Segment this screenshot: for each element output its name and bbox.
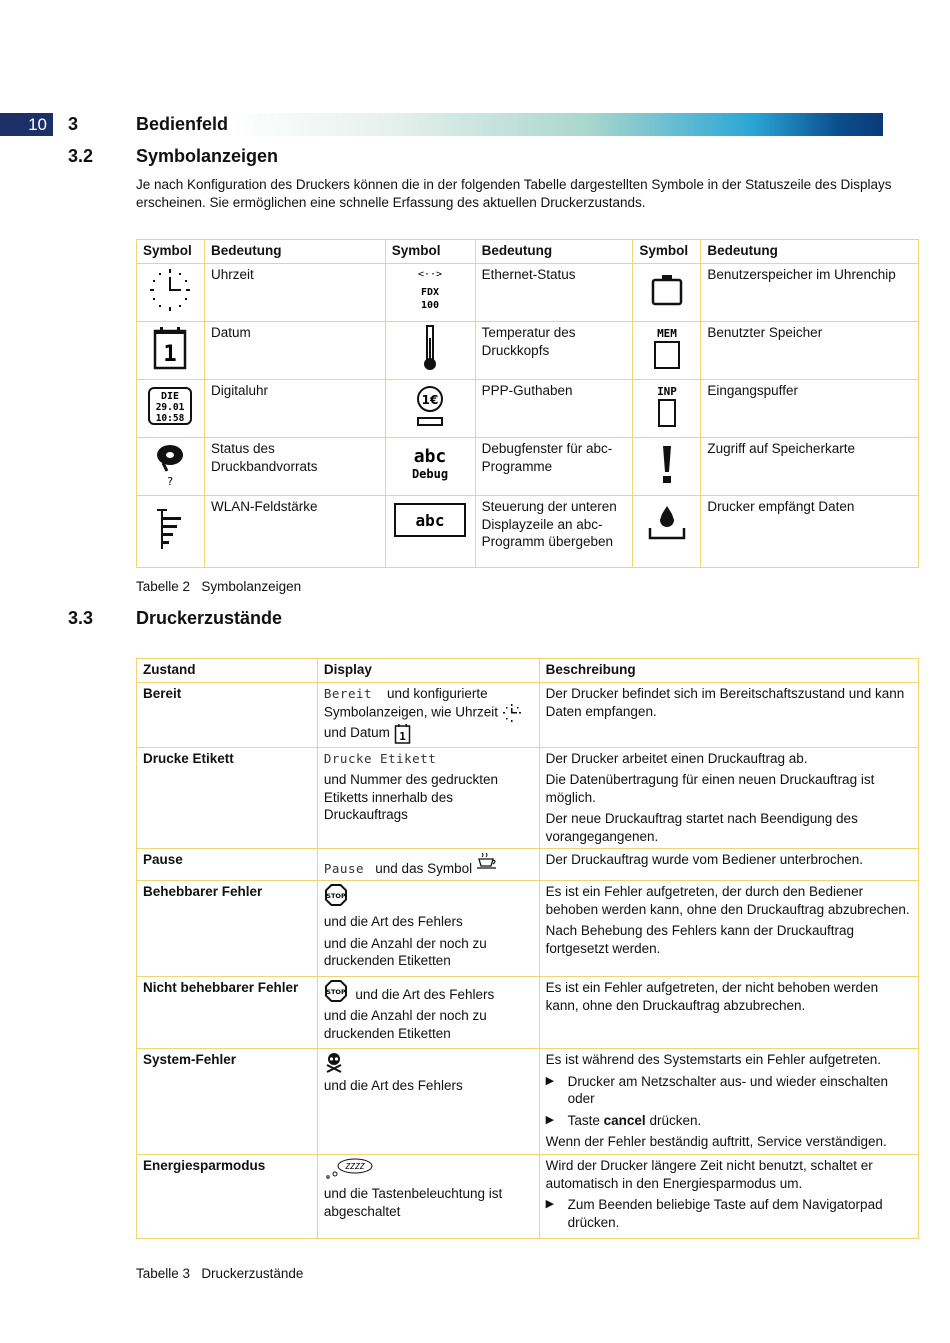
svg-text:abc: abc bbox=[415, 511, 445, 530]
svg-text:FDX: FDX bbox=[421, 287, 440, 299]
description-cell bbox=[539, 881, 918, 977]
bullet-text: drücken. bbox=[645, 1112, 702, 1128]
header-cell: Bedeutung bbox=[701, 240, 919, 264]
symbol-cell bbox=[633, 380, 701, 438]
bullet-arrow-icon: ▶ bbox=[545, 1074, 555, 1087]
display-text: und die Art des Fehlers bbox=[355, 986, 495, 1002]
meaning-cell: Benutzter Speicher bbox=[701, 322, 919, 380]
svg-text:<··>: <··> bbox=[418, 269, 443, 281]
svg-text:DIE: DIE bbox=[161, 391, 180, 403]
display-cell bbox=[317, 683, 539, 748]
table-caption bbox=[136, 579, 301, 594]
header-cell: Symbol bbox=[385, 240, 475, 264]
symbol-cell bbox=[385, 322, 475, 380]
caption-label: Tabelle 2 bbox=[136, 579, 191, 594]
svg-text:abc: abc bbox=[413, 446, 447, 468]
display-text: und die Anzahl der noch zu druckenden Etiketten bbox=[323, 935, 487, 968]
meaning-cell: Debugfenster für abc-Programme bbox=[475, 438, 633, 496]
svg-text:MEM: MEM bbox=[656, 327, 677, 341]
description-text: Der Drucker arbeitet einen Druckauftrag ab. bbox=[545, 750, 808, 766]
header-cell: Bedeutung bbox=[475, 240, 633, 264]
svg-text:ZZZZ: ZZZZ bbox=[345, 1162, 365, 1171]
section-title: Symbolanzeigen bbox=[136, 146, 279, 166]
display-text: und das Symbol bbox=[375, 860, 473, 876]
memory-used-icon bbox=[651, 325, 683, 371]
chapter-title: Bedienfeld bbox=[136, 114, 229, 134]
table-row bbox=[137, 380, 919, 438]
symbol-cell bbox=[137, 380, 205, 438]
meaning-cell: Benutzerspeicher im Uhrenchip bbox=[701, 264, 919, 322]
state-cell: Energiesparmodus bbox=[137, 1155, 318, 1239]
svg-text:1: 1 bbox=[398, 729, 406, 743]
meaning-cell: Datum bbox=[204, 322, 385, 380]
svg-text:100: 100 bbox=[421, 300, 440, 312]
section-title: Druckerzustände bbox=[136, 608, 283, 628]
symbol-cell bbox=[385, 264, 475, 322]
table-row bbox=[137, 438, 919, 496]
calendar-date-icon bbox=[152, 325, 188, 371]
meaning-cell: Temperatur des Druckkopfs bbox=[475, 322, 633, 380]
display-cell bbox=[317, 1049, 539, 1155]
table-row bbox=[137, 264, 919, 322]
symbol-cell bbox=[385, 438, 475, 496]
meaning-cell: Eingangspuffer bbox=[701, 380, 919, 438]
display-cell bbox=[317, 977, 539, 1049]
table-row bbox=[137, 322, 919, 380]
caption-text: Druckerzustände bbox=[201, 1266, 304, 1281]
table-row bbox=[137, 747, 919, 849]
table-header-row bbox=[137, 240, 919, 264]
table-header-row bbox=[137, 659, 919, 683]
chapter-gradient-bar bbox=[230, 113, 883, 136]
debug-window-icon bbox=[407, 444, 453, 484]
bullet-item bbox=[546, 1112, 912, 1130]
table-row bbox=[137, 1049, 919, 1155]
calendar-date-icon bbox=[394, 723, 411, 744]
display-cell bbox=[317, 747, 539, 849]
state-cell: Nicht behebbarer Fehler bbox=[137, 977, 318, 1049]
header-cell: Symbol bbox=[137, 240, 205, 264]
meaning-cell: PPP-Guthaben bbox=[475, 380, 633, 438]
table-row bbox=[137, 849, 919, 881]
description-text: Wenn der Fehler beständig auftritt, Service verständigen. bbox=[545, 1134, 887, 1149]
display-text-mono: Bereit bbox=[323, 686, 373, 701]
display-text: und die Anzahl der noch zu druckenden Etiketten bbox=[323, 1008, 487, 1041]
caption-label: Tabelle 3 bbox=[136, 1266, 191, 1281]
chapter-number: 3 bbox=[68, 114, 79, 134]
display-cell bbox=[317, 881, 539, 977]
display-cell bbox=[317, 849, 539, 881]
input-buffer-icon bbox=[653, 383, 681, 429]
stop-icon bbox=[324, 979, 348, 1003]
meaning-cell: Drucker empfängt Daten bbox=[701, 496, 919, 568]
symbol-cell bbox=[137, 322, 205, 380]
table-caption bbox=[136, 1266, 303, 1281]
table-row bbox=[137, 683, 919, 748]
description-cell bbox=[539, 1049, 918, 1155]
description-cell bbox=[539, 1155, 918, 1239]
printer-states-table bbox=[136, 658, 919, 1239]
state-cell: Behebbarer Fehler bbox=[137, 881, 318, 977]
table-row bbox=[137, 496, 919, 568]
svg-text:1: 1 bbox=[163, 342, 178, 368]
display-text: und die Tastenbeleuchtung ist abgeschaltet bbox=[323, 1186, 503, 1219]
abc-display-control-icon bbox=[393, 502, 467, 538]
description-text: Nach Behebung des Fehlers kann der Druckauftrag fortgesetzt werden. bbox=[545, 923, 855, 956]
header-cell: Display bbox=[317, 659, 539, 683]
description-text: Es ist ein Fehler aufgetreten, der durch den Bediener behoben werden kann, ohne den Druckauftrag abzubrechen. bbox=[545, 884, 910, 917]
stop-icon bbox=[324, 883, 348, 907]
meaning-cell: Zugriff auf Speicherkarte bbox=[701, 438, 919, 496]
state-cell: Bereit bbox=[137, 683, 318, 748]
sleep-icon bbox=[324, 1157, 374, 1179]
display-text: und die Art des Fehlers bbox=[323, 914, 463, 929]
state-cell: Drucke Etikett bbox=[137, 747, 318, 849]
section-number: 3.3 bbox=[68, 608, 94, 628]
page-number: 10 bbox=[0, 113, 53, 136]
symbol-cell bbox=[137, 264, 205, 322]
symbol-cell bbox=[633, 322, 701, 380]
display-text: und Nummer des gedruckten Etiketts innerhalb des Druckauftrags bbox=[323, 772, 498, 822]
description-text: Wird der Drucker längere Zeit nicht benutzt, schaltet er automatisch in den Energiesparmodus um. bbox=[545, 1158, 873, 1191]
section-number: 3.2 bbox=[68, 146, 94, 166]
description-cell: Es ist ein Fehler aufgetreten, der nicht behoben werden kann, ohne den Druckauftrag abzubrechen. bbox=[539, 977, 918, 1049]
header-cell: Zustand bbox=[137, 659, 318, 683]
bullet-item bbox=[546, 1073, 912, 1108]
display-text: und konfigurierte Symbolanzeigen, wie Uhrzeit bbox=[323, 686, 498, 720]
svg-text:?: ? bbox=[167, 475, 174, 488]
bullet-text: Zum Beenden beliebige Taste auf dem Navigatorpad drücken. bbox=[567, 1197, 883, 1230]
cancel-key-label: cancel bbox=[603, 1112, 646, 1128]
svg-text:10:58: 10:58 bbox=[156, 413, 185, 425]
description-cell: Der Druckauftrag wurde vom Bediener unterbrochen. bbox=[539, 849, 918, 881]
receiving-data-icon bbox=[647, 502, 687, 542]
meaning-cell: WLAN-Feldstärke bbox=[204, 496, 385, 568]
bullet-arrow-icon: ▶ bbox=[545, 1198, 555, 1210]
ppp-credit-icon bbox=[413, 384, 447, 428]
svg-text:INP: INP bbox=[656, 385, 677, 399]
display-text: und die Art des Fehlers bbox=[323, 1078, 463, 1093]
meaning-cell: Status des Druckbandvorrats bbox=[204, 438, 385, 496]
symbol-cell bbox=[137, 438, 205, 496]
description-cell: Der Drucker befindet sich im Bereitschaftszustand und kann Daten empfangen. bbox=[539, 683, 918, 748]
description-text: Der neue Druckauftrag startet nach Beendigung des vorangegangenen. bbox=[545, 811, 858, 844]
state-cell: Pause bbox=[137, 849, 318, 881]
display-text-mono: Drucke Etikett bbox=[323, 750, 437, 766]
svg-text:STOP: STOP bbox=[326, 892, 346, 900]
bullet-arrow-icon: ▶ bbox=[545, 1113, 555, 1126]
symbol-cell bbox=[385, 380, 475, 438]
description-text: Es ist während des Systemstarts ein Fehler aufgetreten. bbox=[545, 1052, 882, 1067]
meaning-cell: Uhrzeit bbox=[204, 264, 385, 322]
memory-clock-chip-icon bbox=[650, 272, 684, 308]
svg-text:STOP: STOP bbox=[326, 988, 346, 996]
symbol-table bbox=[136, 239, 919, 568]
symbol-cell bbox=[633, 438, 701, 496]
clock-icon bbox=[502, 703, 522, 723]
description-cell bbox=[539, 747, 918, 849]
display-cell bbox=[317, 1155, 539, 1239]
display-text-mono: Pause bbox=[323, 860, 365, 876]
bullet-item bbox=[546, 1196, 912, 1231]
digital-clock-icon bbox=[147, 386, 193, 426]
table-row bbox=[137, 1155, 919, 1239]
wlan-strength-icon bbox=[155, 505, 185, 553]
table-row bbox=[137, 977, 919, 1049]
skull-crossbones-icon bbox=[324, 1051, 344, 1073]
meaning-cell: Digitaluhr bbox=[204, 380, 385, 438]
symbol-cell bbox=[633, 496, 701, 568]
meaning-cell: Ethernet-Status bbox=[475, 264, 633, 322]
state-cell: System-Fehler bbox=[137, 1049, 318, 1155]
description-text: Die Datenübertragung für einen neuen Druckauftrag ist möglich. bbox=[545, 772, 875, 805]
symbol-cell bbox=[385, 496, 475, 568]
memory-card-access-icon bbox=[659, 442, 675, 486]
header-cell: Beschreibung bbox=[539, 659, 918, 683]
header-cell: Bedeutung bbox=[204, 240, 385, 264]
section-intro: Je nach Konfiguration des Druckers können die in der folgenden Tabelle dargestellten Symbole in der Statuszeile des Displays erscheinen. Sie ermöglichen eine schnelle Erfassung des aktuellen Druckerzustands. bbox=[136, 177, 892, 210]
ribbon-status-icon bbox=[153, 441, 187, 487]
display-text: und Datum bbox=[323, 724, 390, 740]
caption-text: Symbolanzeigen bbox=[201, 579, 302, 594]
table-row bbox=[137, 881, 919, 977]
meaning-cell: Steuerung der unteren Displayzeile an abc-Programm übergeben bbox=[475, 496, 633, 568]
thermometer-icon bbox=[420, 324, 440, 372]
bullet-text: Taste bbox=[567, 1112, 604, 1128]
header-cell: Symbol bbox=[633, 240, 701, 264]
ethernet-status-icon bbox=[415, 267, 445, 313]
svg-text:29.01: 29.01 bbox=[156, 402, 185, 414]
symbol-cell bbox=[137, 496, 205, 568]
symbol-cell bbox=[633, 264, 701, 322]
svg-text:Debug: Debug bbox=[412, 467, 449, 482]
svg-text:1€: 1€ bbox=[421, 393, 439, 408]
bullet-text: Drucker am Netzschalter aus- und wieder einschalten oder bbox=[567, 1073, 889, 1106]
coffee-cup-icon bbox=[476, 851, 498, 871]
clock-icon bbox=[148, 267, 192, 313]
